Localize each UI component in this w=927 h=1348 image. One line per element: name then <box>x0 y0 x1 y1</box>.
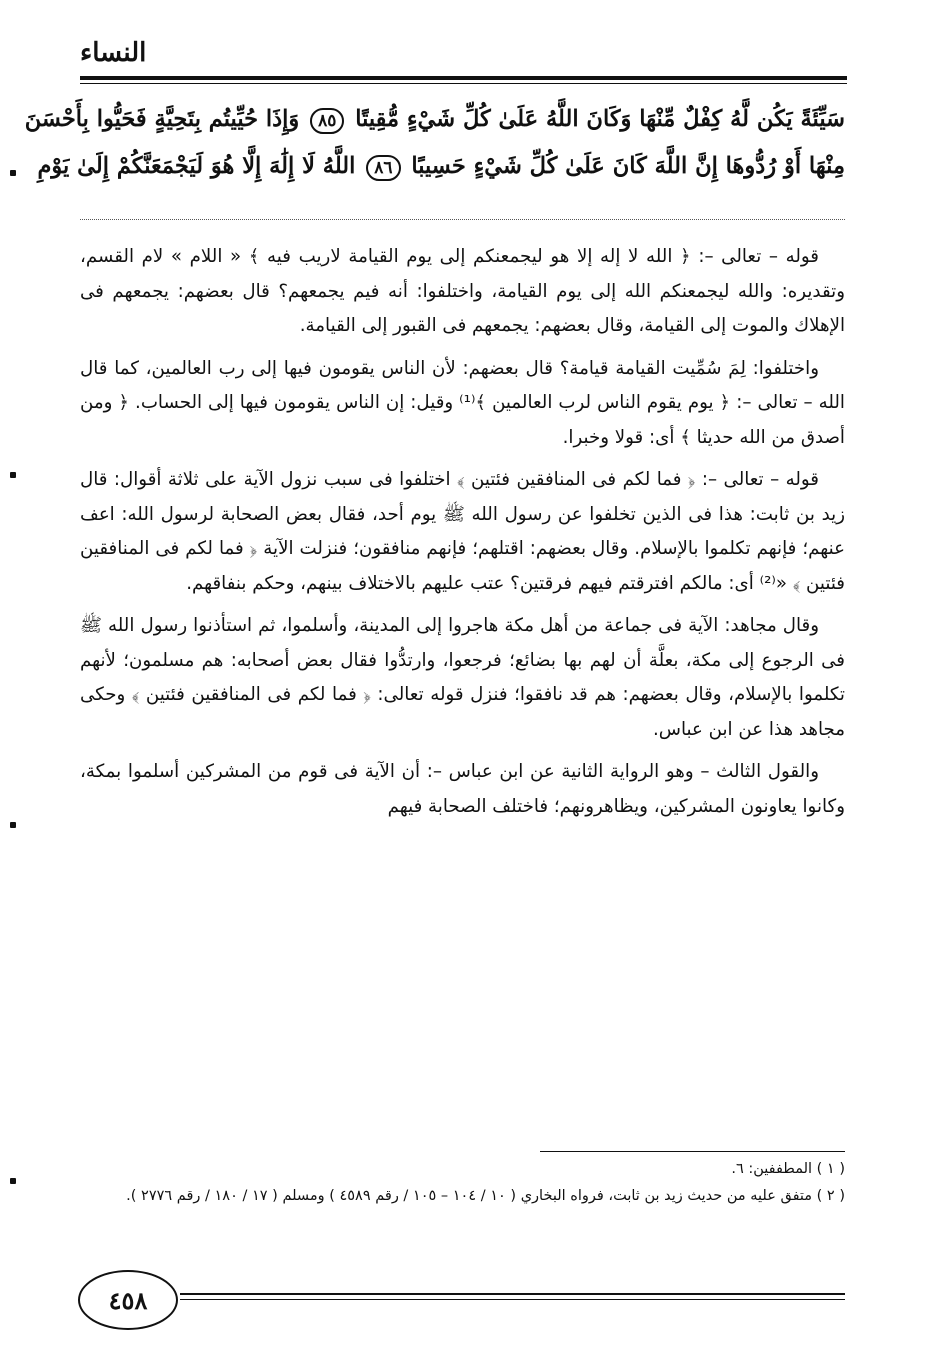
verse-text: سَيِّئَةً يَكُن لَّهُ كِفْلٌ مِّنْهَا وَكَانَ اللَّهُ عَلَىٰ كُلِّ شَيْءٍ مُّقِيتًا <box>355 106 845 132</box>
margin-mark <box>10 822 16 828</box>
quran-verses <box>24 96 845 190</box>
ayah-number-marker: ٨٥ <box>310 108 344 134</box>
commentary-paragraph: قوله – تعالى –: ﴿ الله لا إله إلا هو ليجمعنكم إلى يوم القيامة لاريب فيه ﴾ « اللام » لام القسم، وتقديره: والله ليجمعنكم الله إلى يوم القيامة، واختلفوا: أنه فيم يجمعهم؟ قال بعضهم: يجمعهم فى الإهلاك والموت إلى القيامة، وقال بعضهم: يجمعهم فى القبور إلى القيامة. <box>80 246 845 336</box>
section-divider <box>80 219 845 220</box>
margin-mark <box>10 170 16 176</box>
verse-line-1 <box>24 96 845 143</box>
page-number: ٤٥٨ <box>78 1270 178 1330</box>
footer-rule <box>180 1293 845 1295</box>
footnote: ( ١ ) المطففين: ٦. <box>731 1161 845 1177</box>
margin-mark <box>10 1178 16 1184</box>
commentary-paragraph: وقال مجاهد: الآية فى جماعة من أهل مكة هاجروا إلى المدينة، وأسلموا، ثم استأذنوا رسول الله ﷺ فى الرجوع إلى مكة، بعلَّة أن لهم بها بضائع؛ فرجعوا، وارتدُّوا فقال بعض أصحابه: هم مسلمون؛ لأنهم تكلموا بالإسلام، وقال بعضهم: هم قد نافقوا؛ فنزل قوله تعالى: ﴿ فما لكم فى المنافقين فئتين ﴾ وحكى مجاهد هذا عن ابن عباس. <box>80 615 845 740</box>
commentary-paragraph: قوله – تعالى –: ﴿ فما لكم فى المنافقين فئتين ﴾ اختلفوا فى سبب نزول الآية على ثلاثة أقوال: قال زيد بن ثابت: هذا فى الذين تخلفوا عن رسول الله ﷺ يوم أحد، فقال بعض الصحابة لرسول الله: اعف عنهم؛ فإنهم تكلموا بالإسلام. وقال بعضهم: اقتلهم؛ فإنهم منافقون؛ فنزلت الآية ﴿ فما لكم فى المنافقين فئتين ﴾ «⁽²⁾ أى: مالكم افترقتم فيهم فرقتين؟ عتب عليهم بالاختلاف بينهم، وحكم بنفاقهم. <box>80 469 845 594</box>
header-rule <box>80 76 847 84</box>
surah-title: النساء <box>80 38 147 68</box>
footer-rule <box>180 1299 845 1300</box>
commentary-body <box>80 240 845 832</box>
footnotes <box>80 1156 845 1210</box>
ayah-number-marker: ٨٦ <box>366 155 400 181</box>
margin-mark <box>10 472 16 478</box>
commentary-paragraph: والقول الثالث – وهو الرواية الثانية عن ابن عباس –: أن الآية فى قوم من المشركين أسلموا بمكة، وكانوا يعاونون المشركين، ويظاهرونهم؛ فاختلف الصحابة فيهم <box>80 761 845 817</box>
verse-line-2 <box>37 143 845 190</box>
verse-text: اللَّهُ لَا إِلَٰهَ إِلَّا هُوَ لَيَجْمَعَنَّكُمْ إِلَىٰ يَوْمِ <box>37 153 356 179</box>
verse-text: وَإِذَا حُيِّيتُم بِتَحِيَّةٍ فَحَيُّوا بِأَحْسَنَ <box>24 106 300 132</box>
verse-text: مِنْهَا أَوْ رُدُّوهَا إِنَّ اللَّهَ كَانَ عَلَىٰ كُلِّ شَيْءٍ حَسِيبًا <box>411 153 845 179</box>
commentary-paragraph: واختلفوا: لِمَ سُمِّيت القيامة قيامة؟ قال بعضهم: لأن الناس يقومون فيها إلى رب العالمين، كما قال الله – تعالى –: ﴿ يوم يقوم الناس لرب العالمين ﴾⁽¹⁾ وقيل: إن الناس يقومون فيها إلى الحساب. ﴿ ومن أصدق من الله حديثا ﴾ أى: قولا وخبرا. <box>80 357 845 448</box>
footnote-divider <box>540 1151 845 1152</box>
footnote: ( ٢ ) متفق عليه من حديث زيد بن ثابت، فرواه البخاري ( ١٠ / ١٠٤ – ١٠٥ / رقم ٤٥٨٩ ) ومسلم ( ١٧ / ١٨٠ / رقم ٢٧٧٦ ). <box>126 1188 845 1204</box>
